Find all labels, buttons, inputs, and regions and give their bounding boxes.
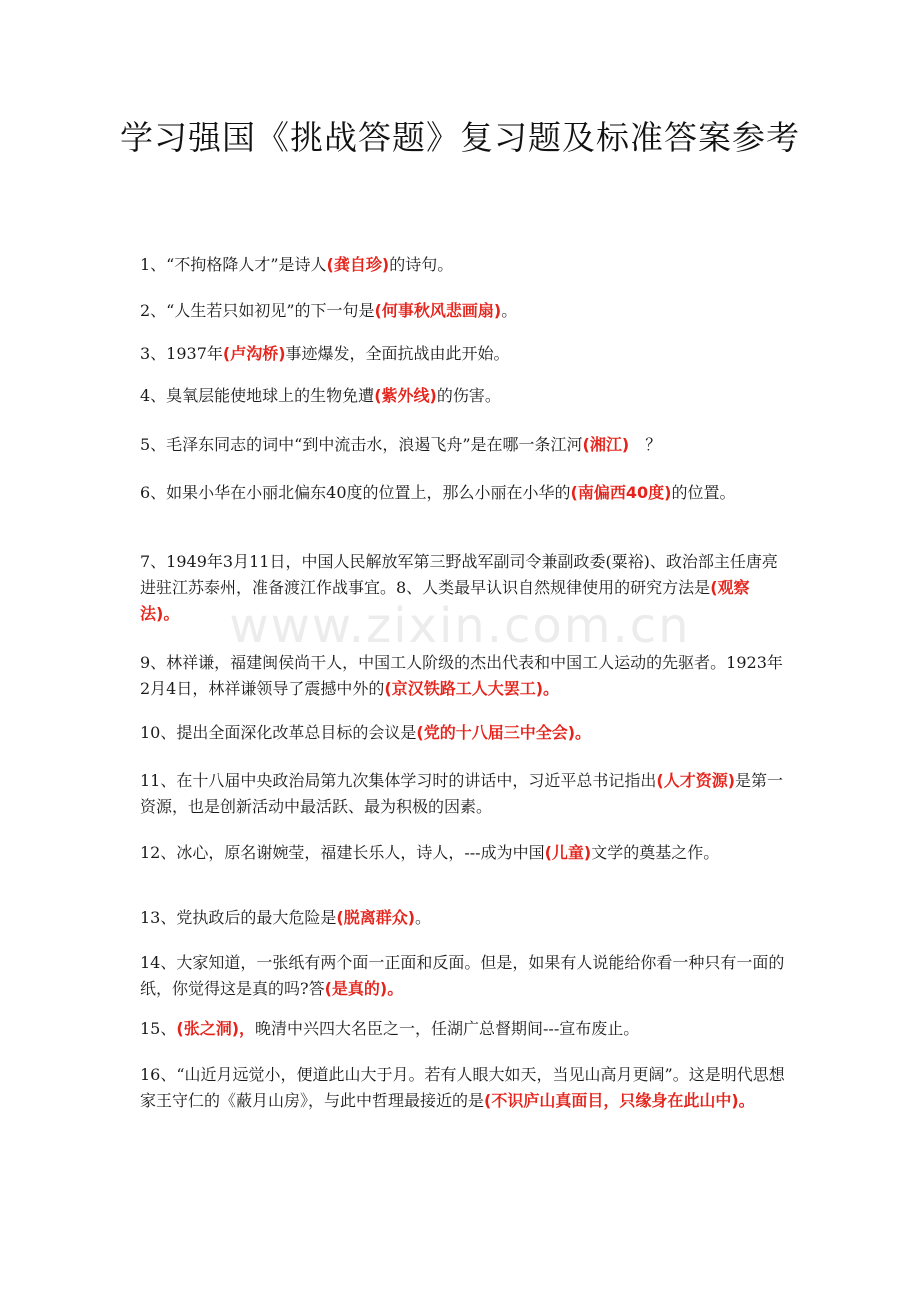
question-text: 1、“不拘格降人才”是诗人 [140,255,327,274]
question-item [140,950,785,1002]
watermark: www.zixin.com.cn [229,598,691,654]
question-item [140,383,785,409]
answer-text: (紫外线) [374,386,437,405]
question-text: 2、“人生若只如初见”的下一句是 [140,301,375,320]
question-item [140,1016,785,1042]
question-text-after: ？ [629,435,662,454]
question-text: 15、 [140,1019,177,1038]
question-text: 13、党执政后的最大危险是 [140,908,337,927]
question-item [140,480,785,506]
answer-text: (党的十八届三中全会)。 [416,723,592,742]
question-item [140,298,785,324]
answer-text: (张之洞)， [176,1019,256,1038]
question-text: 6、如果小华在小丽北偏东40度的位置上，那么小丽在小华的 [140,483,571,502]
question-text-after: 晚清中兴四大名臣之一，任湖广总督期间---宣布废止。 [255,1019,640,1038]
question-item [140,432,785,458]
question-text: 10、提出全面深化改革总目标的会议是 [140,723,417,742]
question-item [140,650,785,702]
question-item [140,768,785,820]
answer-text: (观察法)。 [140,578,750,623]
question-text: 9、林祥谦，福建闽侯尚干人，中国工人阶级的杰出代表和中国工人运动的先驱者。1923年2月4日，林祥谦领导了震撼中外的 [140,653,783,698]
question-item [140,720,785,746]
question-text: 12、冰心，原名谢婉莹，福建长乐人，诗人，---成为中国 [140,843,545,862]
question-item [140,252,785,278]
question-text-after: 是第一资源，也是创新活动中最活跃、最为积极的因素。 [140,771,784,816]
answer-text: (儿童) [544,843,592,862]
page-title: 学习强国《挑战答题》复习题及标准答案参考 [120,118,800,157]
question-text: 5、毛泽东同志的词中“到中流击水，浪遏飞舟”是在哪一条江河 [140,435,583,454]
question-item [140,1062,785,1114]
question-text: 3、1937年 [140,344,223,363]
answer-text: (何事秋风悲画扇) [374,301,502,320]
question-text-after: 文学的奠基之作。 [591,843,720,862]
question-text: 7、1949年3月11日，中国人民解放军第三野战军副司令兼副政委(粟裕)、政治部主任唐亮进驻江苏泰州，准备渡江作战事宜。8、人类最早认识自然规律使用的研究方法是 [140,552,778,597]
answer-text: (龚自珍) [326,255,390,274]
question-text-after: 。 [415,908,432,927]
question-text-after: 。 [501,301,518,320]
answer-text: (京汉铁路工人大罢工)。 [384,679,560,698]
question-item [140,905,785,931]
answer-text: (南偏西40度) [570,483,672,502]
answer-text: (不识庐山真面目，只缘身在此山中)。 [484,1091,755,1110]
question-text: 16、“山近月远觉小，便道此山大于月。若有人眼大如天，当见山高月更阔”。这是明代思想家王守仁的《蔽月山房》，与此中哲理最接近的是 [140,1065,785,1110]
question-text-after: 的伤害。 [436,386,501,405]
answer-text: (湘江) [582,435,630,454]
question-text-after: 的诗句。 [389,255,454,274]
question-text-after: 的位置。 [671,483,736,502]
question-text: 11、在十八届中央政治局第九次集体学习时的讲话中，习近平总书记指出 [140,771,657,790]
question-text: 14、大家知道，一张纸有两个面一正面和反面。但是，如果有人说能给你看一种只有一面的纸，你觉得这是真的吗?答 [140,953,785,998]
question-item [140,549,785,627]
answer-text: (脱离群众) [336,908,416,927]
answer-text: (是真的)。 [324,979,404,998]
question-text-after: 事迹爆发，全面抗战由此开始。 [285,344,510,363]
answer-text: (人才资源) [656,771,736,790]
question-text: 4、臭氧层能使地球上的生物免遭 [140,386,375,405]
question-item [140,840,785,866]
question-item [140,341,785,367]
answer-text: (卢沟桥) [222,344,286,363]
